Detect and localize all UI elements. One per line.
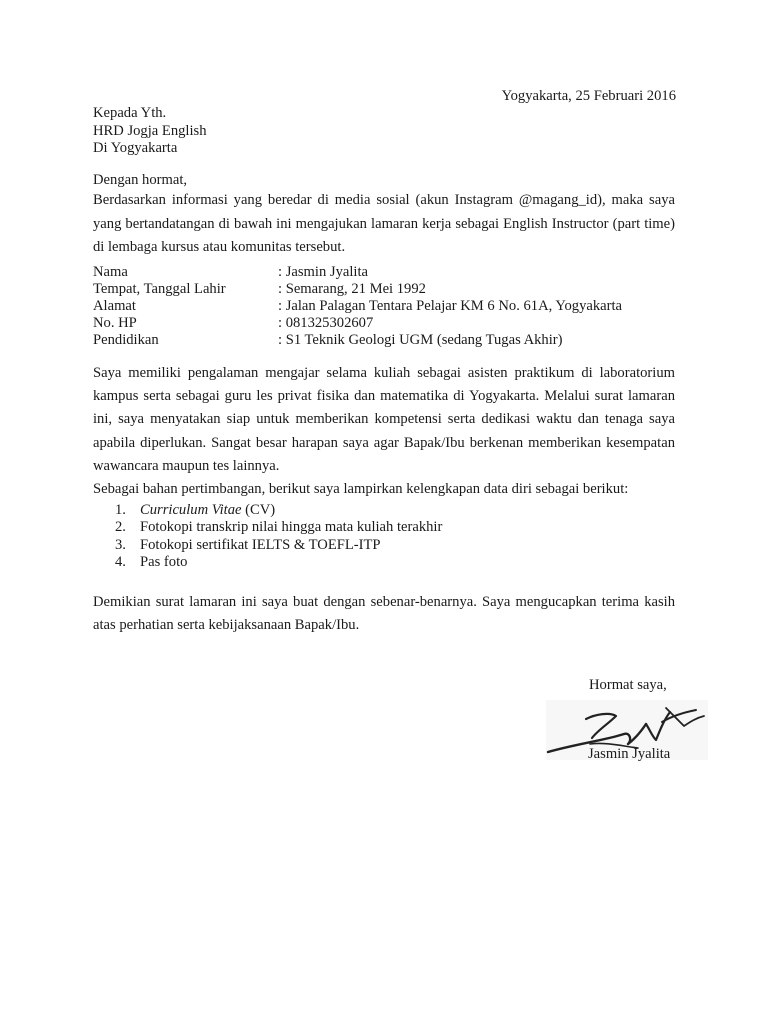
field-label: Alamat — [93, 298, 136, 314]
field-value: : 081325302607 — [278, 315, 374, 331]
list-item — [115, 537, 675, 554]
field-value: : S1 Teknik Geologi UGM (sedang Tugas Akhir) — [278, 332, 563, 348]
field-value: : Jalan Palagan Tentara Pelajar KM 6 No. 61A, Yogyakarta — [278, 298, 623, 314]
list-item — [115, 502, 675, 519]
regards-line: Hormat saya, — [589, 677, 667, 693]
addressee-line-3: Di Yogyakarta — [93, 140, 178, 156]
list-plain-text: Fotokopi sertifikat IELTS & TOEFL-ITP — [140, 536, 381, 553]
signer-name: Jasmin Jyalita — [588, 746, 671, 762]
list-item — [115, 519, 675, 536]
greeting: Dengan hormat, — [93, 172, 188, 188]
list-text — [140, 502, 275, 519]
addressee-line-2: HRD Jogja English — [93, 122, 207, 139]
experience-paragraph: Saya memiliki pengalaman mengajar selama kuliah sebagai asisten praktikum di laboratorium kampus serta sebagai guru les privat fisika dan matematika di Yogyakarta. Melalui surat lamaran ini, saya menyatakan siap untuk memberikan kompetensi serta dedikasi waktu dan tenaga saya apabila diperlukan. Sangat besar harapan saya agar Bapak/Ibu berkenan memberikan kesempatan wawancara maupun tes lainnya. — [93, 365, 675, 474]
addressee-block — [93, 105, 675, 158]
field-row-phone — [93, 315, 675, 332]
field-label: Tempat, Tanggal Lahir — [93, 281, 226, 297]
field-label: No. HP — [93, 315, 137, 331]
enclosure-intro: Sebagai bahan pertimbangan, berikut saya lampirkan kelengkapan data diri sebagai berikut: — [93, 481, 629, 497]
attachment-list — [115, 502, 675, 571]
list-italic-text: Curriculum Vitae — [140, 502, 242, 518]
list-plain-text: (CV) — [241, 502, 276, 518]
list-plain-text: Fotokopi transkrip nilai hingga mata kuliah terakhir — [140, 519, 443, 536]
field-value: : Jasmin Jyalita — [278, 264, 368, 280]
list-number: 1. — [115, 502, 126, 518]
list-plain-text: Pas foto — [140, 553, 188, 570]
field-label: Pendidikan — [93, 332, 159, 348]
field-row-address — [93, 298, 675, 315]
intro-paragraph: Berdasarkan informasi yang beredar di media sosial (akun Instagram @magang_id), maka saya yang bertandatangan di bawah ini mengajukan lamaran kerja sebagai English Instructor (part time) di lembaga kursus atau komunitas tersebut. — [93, 192, 675, 255]
closing-paragraph: Demikian surat lamaran ini saya buat dengan sebenar-benarnya. Saya mengucapkan terima kasih atas perhatian serta kebijaksanaan Bapak/Ibu. — [93, 594, 675, 633]
date-line: Yogyakarta, 25 Februari 2016 — [501, 88, 676, 104]
list-number: 3. — [115, 536, 126, 553]
field-row-name — [93, 264, 675, 281]
field-row-birth — [93, 281, 675, 298]
field-value: : Semarang, 21 Mei 1992 — [278, 281, 426, 297]
field-label: Nama — [93, 264, 128, 280]
list-number: 4. — [115, 553, 126, 570]
personal-data-table — [93, 264, 675, 349]
list-item — [115, 554, 675, 571]
addressee-line-1: Kepada Yth. — [93, 105, 167, 121]
field-row-education — [93, 332, 675, 349]
list-number: 2. — [115, 519, 126, 536]
